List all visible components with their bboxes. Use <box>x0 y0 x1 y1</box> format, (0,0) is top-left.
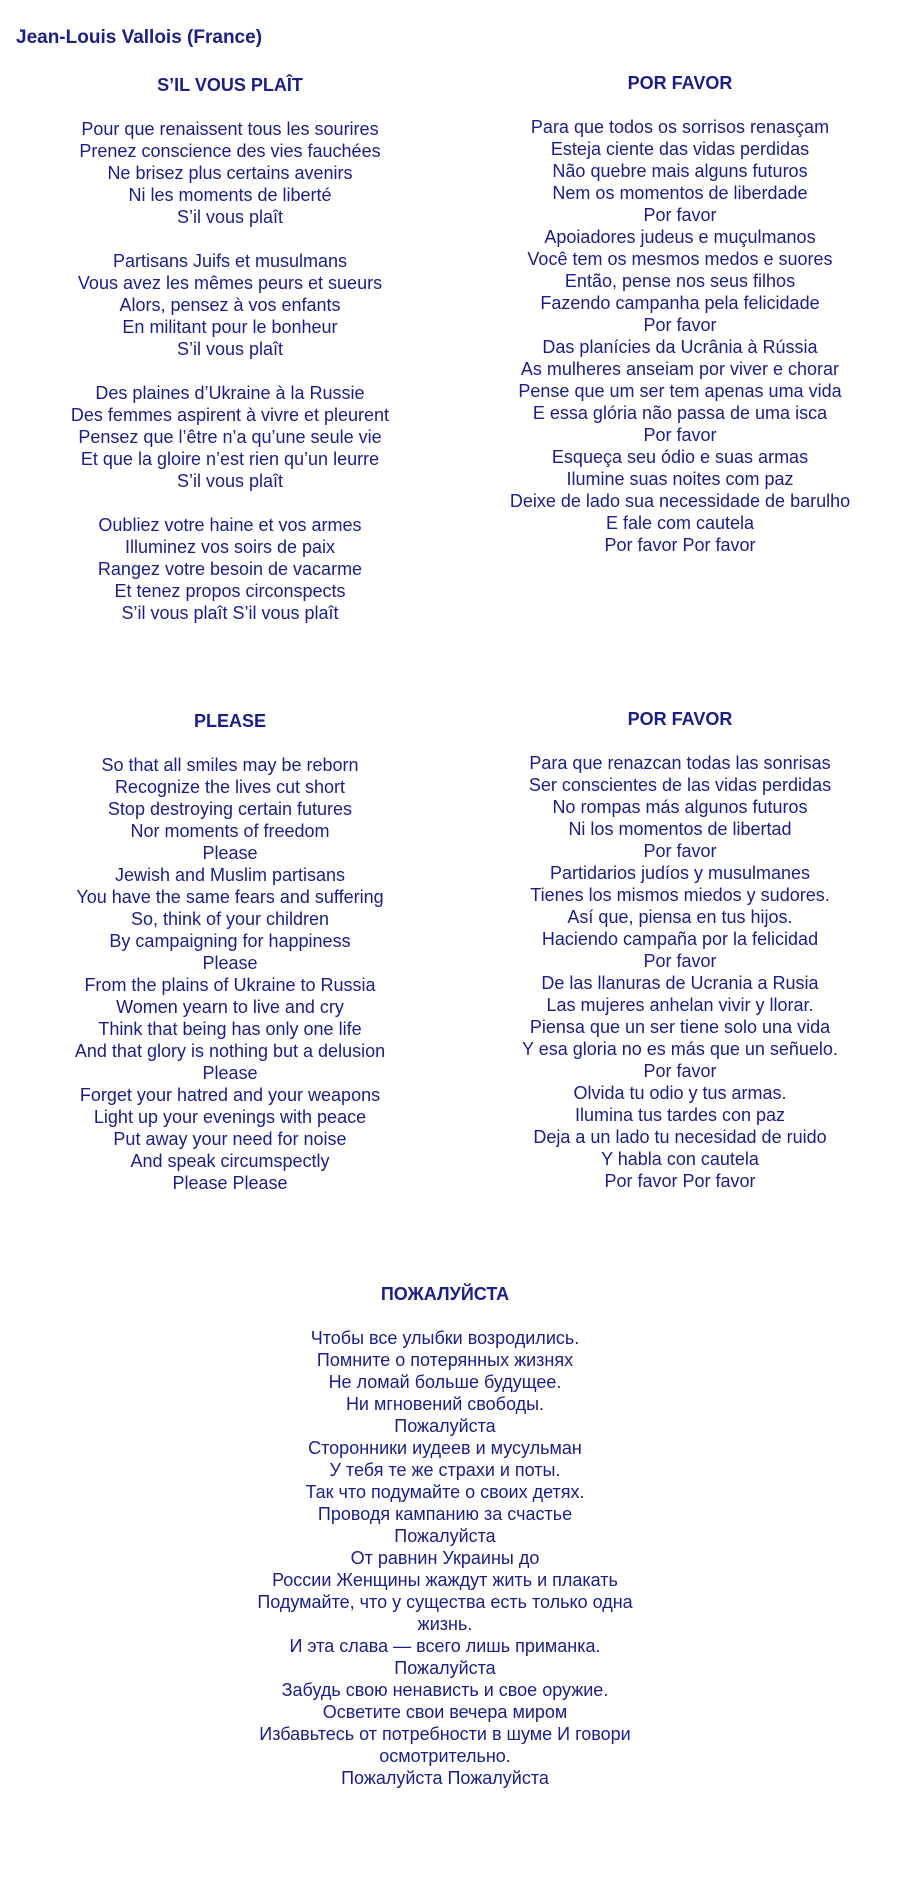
poem-line: Olvida tu odio y tus armas. <box>573 1083 787 1103</box>
poem-line: Pour que renaissent tous les sourires <box>81 119 379 139</box>
poem-line: Das planícies da Ucrânia à Rússia <box>542 337 818 357</box>
poem-line: Ne brisez plus certains avenirs <box>107 163 353 183</box>
poem-line: Você tem os mesmos medos e suores <box>527 249 833 269</box>
poem-line: Esteja ciente das vidas perdidas <box>550 139 810 159</box>
poem-lines <box>245 1327 645 1789</box>
poem-line: De las llanuras de Ucrania a Rusia <box>541 973 819 993</box>
poem-line: Por favor Por favor <box>604 535 756 555</box>
poem-line: Por favor <box>643 1061 717 1081</box>
poem-line: России Женщины жаждут жить и плакать <box>272 1570 618 1590</box>
poem-line: Please <box>202 1063 258 1083</box>
poem-line: And speak circumspectly <box>130 1151 330 1171</box>
poem-line: Think that being has only one life <box>98 1019 362 1039</box>
poem-line: Пожалуйста <box>394 1416 496 1436</box>
poem-line: От равнин Украины до <box>350 1548 540 1568</box>
poem-line: Des femmes aspirent à vivre et pleurent <box>70 405 390 425</box>
poem-line: Пожалуйста Пожалуйста <box>341 1768 549 1788</box>
stanza-gap <box>30 228 430 250</box>
poem-english <box>30 710 430 1194</box>
poem-line: Nem os momentos de liberdade <box>552 183 808 203</box>
poem-line: Осветите свои вечера миром <box>322 1702 568 1722</box>
poem-line: У тебя те же страхи и поты. <box>329 1460 561 1480</box>
poem-line: Так что подумайте о своих детях. <box>305 1482 585 1502</box>
poem-line: Pensez que l’être n’a qu’une seule vie <box>78 427 382 447</box>
poem-line: Ilumina tus tardes con paz <box>574 1105 786 1125</box>
poem-line: Así que, piensa en tus hijos. <box>567 907 793 927</box>
poem-line: Forget your hatred and your weapons <box>79 1085 381 1105</box>
poem-line: As mulheres anseiam por viver e chorar <box>520 359 840 379</box>
poem-line: So that all smiles may be reborn <box>101 755 359 775</box>
poem-line: No rompas más algunos futuros <box>552 797 808 817</box>
poem-line: Por favor <box>643 425 717 445</box>
poem-line: Пожалуйста <box>394 1658 496 1678</box>
poem-line: Então, pense nos seus filhos <box>564 271 796 291</box>
poem-line: Vous avez les mêmes peurs et sueurs <box>77 273 383 293</box>
poem-line: Et que la gloire n’est rien qu’un leurre <box>80 449 380 469</box>
poem-line: Ser conscientes de las vidas perdidas <box>528 775 832 795</box>
poem-lines <box>30 754 430 1194</box>
poem-line: And that glory is nothing but a delusion <box>74 1041 386 1061</box>
poem-line: Para que todos os sorrisos renasçam <box>530 117 830 137</box>
poem-russian <box>245 1283 645 1789</box>
poem-line: Не ломай больше будущее. <box>328 1372 562 1392</box>
poem-line: Please <box>202 843 258 863</box>
poem-line: Y habla con cautela <box>601 1149 759 1169</box>
poem-line: Women yearn to live and cry <box>116 997 344 1017</box>
poem-line: Tienes los mismos miedos y sudores. <box>530 885 830 905</box>
poem-line: Esqueça seu ódio e suas armas <box>551 447 809 467</box>
poem-line: Ni les moments de liberté <box>128 185 332 205</box>
poem-line: Alors, pensez à vos enfants <box>119 295 341 315</box>
poem-line: Oubliez votre haine et vos armes <box>98 515 362 535</box>
poem-line: И эта слава — всего лишь приманка. <box>289 1636 601 1656</box>
poem-french <box>30 74 430 624</box>
poem-line: Las mujeres anhelan vivir y llorar. <box>546 995 814 1015</box>
poem-line: Ни мгновений свободы. <box>345 1394 545 1414</box>
poem-line: Haciendo campaña por la felicidad <box>541 929 819 949</box>
poem-line: Забудь свою ненависть и свое оружие. <box>281 1680 609 1700</box>
poem-line: Illuminez vos soirs de paix <box>124 537 336 557</box>
poem-line: S’il vous plaît <box>176 471 284 491</box>
poem-title: ПОЖАЛУЙСТА <box>380 1284 510 1304</box>
stanza-gap <box>30 360 430 382</box>
poem-line: Não quebre mais alguns futuros <box>552 161 808 181</box>
poem-line: By campaigning for happiness <box>109 931 351 951</box>
poem-line: En militant pour le bonheur <box>122 317 338 337</box>
poem-line: Y esa gloria no es más que un señuelo. <box>522 1039 838 1059</box>
poem-line: Jewish and Muslim partisans <box>114 865 346 885</box>
poem-line: Piensa que un ser tiene solo una vida <box>529 1017 831 1037</box>
poem-line: E fale com cautela <box>605 513 755 533</box>
poem-line: Подумайте, что у существа есть только одна жизнь. <box>257 1592 633 1634</box>
poem-title: PLEASE <box>193 711 267 731</box>
poem-line: Ilumine suas noites com paz <box>566 469 794 489</box>
poem-line: Partisans Juifs et musulmans <box>112 251 348 271</box>
poem-line: Por favor Por favor <box>604 1171 756 1191</box>
poem-line: S’il vous plaît <box>176 339 284 359</box>
poem-line: Partidarios judíos y musulmanes <box>549 863 811 883</box>
poem-title: POR FAVOR <box>627 709 733 729</box>
poem-line: Prenez conscience des vies fauchées <box>79 141 381 161</box>
poem-line: Por favor <box>643 841 717 861</box>
poem-line: S’il vous plaît S’il vous plaît <box>121 603 339 623</box>
poem-line: E essa glória não passa de uma isca <box>532 403 828 423</box>
poem-line: Помните о потерянных жизнях <box>316 1350 574 1370</box>
poem-line: Por favor <box>643 315 717 335</box>
poem-line: Сторонники иудеев и мусульман <box>308 1438 582 1458</box>
poem-line: So, think of your children <box>130 909 330 929</box>
poem-line: Избавьтесь от потребности в шуме И говори осмотрительно. <box>259 1724 631 1766</box>
stanza-gap <box>30 492 430 514</box>
poem-line: Пожалуйста <box>394 1526 496 1546</box>
poem-line: Please Please <box>172 1173 288 1193</box>
poem-line: Para que renazcan todas las sonrisas <box>529 753 831 773</box>
author-heading: Jean-Louis Vallois (France) <box>16 27 263 48</box>
poem-line: Ni los momentos de libertad <box>568 819 792 839</box>
poem-title: S’IL VOUS PLAÎT <box>157 75 303 95</box>
poem-line: Проводя кампанию за счастье <box>317 1504 573 1524</box>
poem-line: Et tenez propos circonspects <box>114 581 346 601</box>
poem-title: POR FAVOR <box>627 73 733 93</box>
poem-line: S’il vous plaît <box>176 207 284 227</box>
poem-line: Fazendo campanha pela felicidade <box>540 293 820 313</box>
poem-portuguese <box>480 72 880 556</box>
poem-lines <box>480 116 880 556</box>
poem-line: Чтобы все улыбки возродились. <box>310 1328 580 1348</box>
poem-line: From the plains of Ukraine to Russia <box>84 975 376 995</box>
poem-line: Des plaines d’Ukraine à la Russie <box>95 383 365 403</box>
poem-lines <box>30 118 430 624</box>
poem-line: Put away your need for noise <box>113 1129 347 1149</box>
poem-line: Stop destroying certain futures <box>107 799 353 819</box>
poem-line: Pense que um ser tem apenas uma vida <box>518 381 842 401</box>
poem-line: Nor moments of freedom <box>130 821 330 841</box>
poem-line: Apoiadores judeus e muçulmanos <box>544 227 816 247</box>
poem-line: You have the same fears and suffering <box>76 887 384 907</box>
poem-line: Rangez votre besoin de vacarme <box>97 559 363 579</box>
poem-spanish <box>480 708 880 1192</box>
poem-line: Por favor <box>643 205 717 225</box>
poem-line: Deixe de lado sua necessidade de barulho <box>509 491 851 511</box>
poem-line: Recognize the lives cut short <box>114 777 346 797</box>
poem-lines <box>480 752 880 1192</box>
poem-line: Please <box>202 953 258 973</box>
poem-line: Deja a un lado tu necesidad de ruido <box>533 1127 827 1147</box>
poem-line: Por favor <box>643 951 717 971</box>
poem-line: Light up your evenings with peace <box>93 1107 367 1127</box>
